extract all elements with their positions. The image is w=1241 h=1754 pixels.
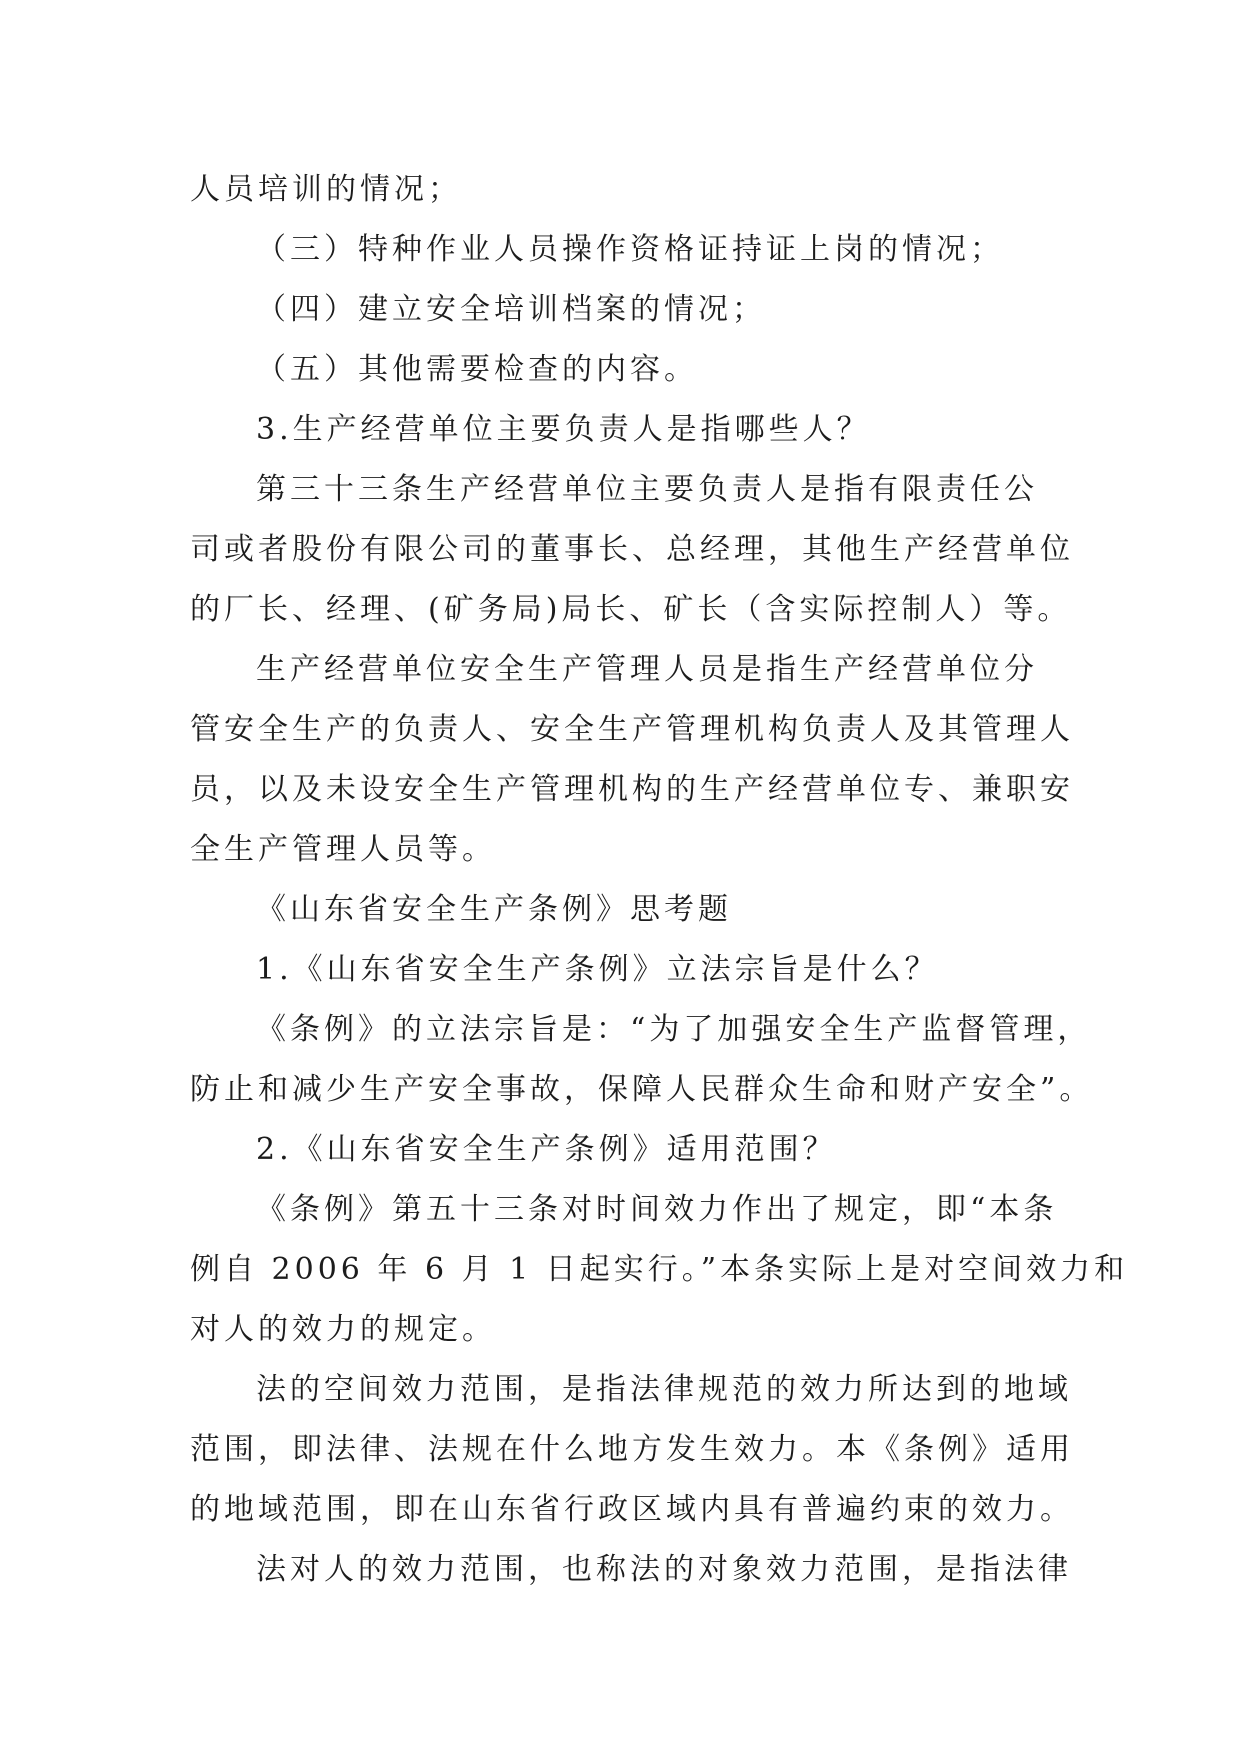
paragraph-line: 法对人的效力范围，也称法的对象效力范围，是指法律 — [256, 1552, 1072, 1587]
list-item: （四）建立安全培训档案的情况； — [256, 292, 766, 327]
paragraph-line: 防止和减少生产安全事故，保障人民群众生命和财产安全”。 — [190, 1072, 1094, 1107]
list-item: （五）其他需要检查的内容。 — [256, 352, 698, 387]
paragraph-line: 管安全生产的负责人、安全生产管理机构负责人及其管理人 — [190, 712, 1074, 747]
question-heading: 3.生产经营单位主要负责人是指哪些人？ — [256, 412, 871, 447]
list-item: （三）特种作业人员操作资格证持证上岗的情况； — [256, 232, 1004, 267]
section-heading: 《山东省安全生产条例》思考题 — [256, 892, 732, 927]
paragraph-line: 法的空间效力范围，是指法律规范的效力所达到的地域 — [256, 1372, 1072, 1407]
question-heading: 1.《山东省安全生产条例》立法宗旨是什么？ — [256, 952, 939, 987]
paragraph-line: 司或者股份有限公司的董事长、总经理，其他生产经营单位 — [190, 532, 1074, 567]
text-line: 人员培训的情况； — [190, 172, 462, 207]
paragraph-line: 对人的效力的规定。 — [190, 1312, 496, 1347]
paragraph-line: 例自 2006 年 6 月 1 日起实行。”本条实际上是对空间效力和 — [190, 1252, 1129, 1287]
paragraph-line: 第三十三条生产经营单位主要负责人是指有限责任公 — [256, 472, 1038, 507]
paragraph-line: 全生产管理人员等。 — [190, 832, 496, 867]
paragraph-line: 范围，即法律、法规在什么地方发生效力。本《条例》适用 — [190, 1432, 1074, 1467]
paragraph-line: 员，以及未设安全生产管理机构的生产经营单位专、兼职安 — [190, 772, 1074, 807]
paragraph-line: 的厂长、经理、(矿务局)局长、矿长（含实际控制人）等。 — [190, 592, 1072, 627]
paragraph-line: 《条例》的立法宗旨是：“为了加强安全生产监督管理， — [256, 1012, 1092, 1047]
paragraph-line: 《条例》第五十三条对时间效力作出了规定，即“本条 — [256, 1192, 1058, 1227]
question-heading: 2.《山东省安全生产条例》适用范围？ — [256, 1132, 837, 1167]
paragraph-line: 生产经营单位安全生产管理人员是指生产经营单位分 — [256, 652, 1038, 687]
paragraph-line: 的地域范围，即在山东省行政区域内具有普遍约束的效力。 — [190, 1492, 1074, 1527]
document-body — [190, 160, 1129, 1600]
